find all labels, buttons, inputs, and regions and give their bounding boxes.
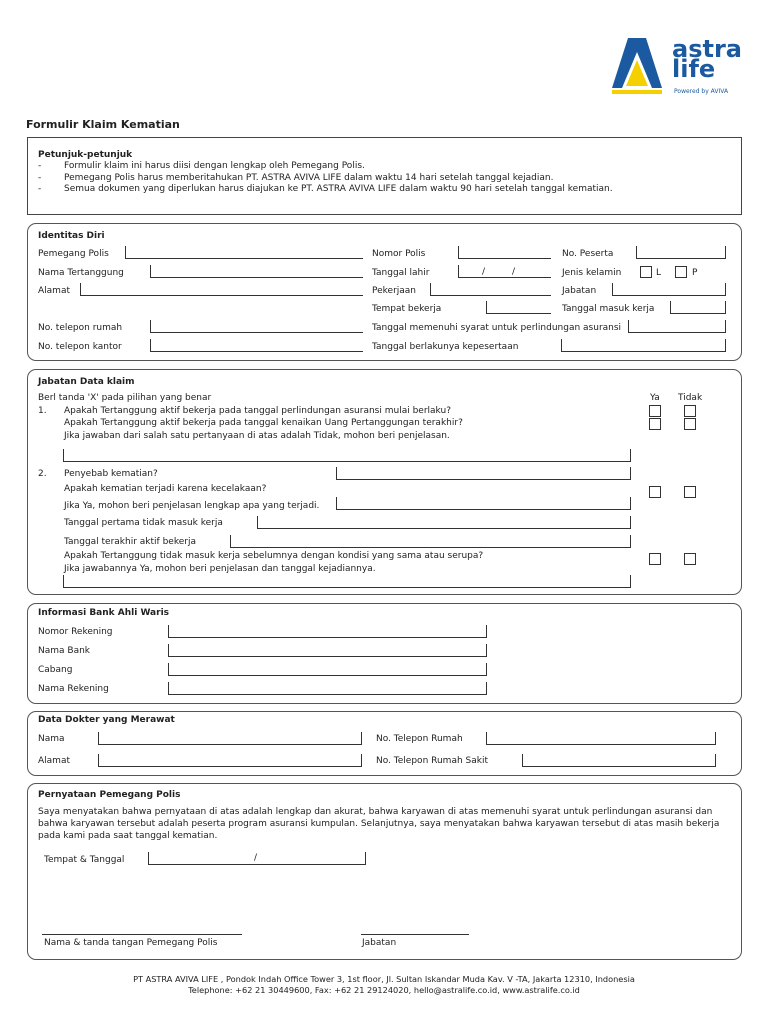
question-number: 1. [38, 406, 47, 416]
gender-l-label: L [656, 268, 662, 278]
form-title: Formulir Klaim Kematian [26, 118, 180, 131]
footer-contact: Telephone: +62 21 30449600, Fax: +62 21 29124020, hello@astralife.co.id, www.astralife.co.id [188, 985, 580, 995]
question-1a: Apakah Tertanggung aktif bekerja pada tanggal perlindungan asuransi mulai berlaku? [64, 406, 451, 416]
q1a-tidak-checkbox[interactable] [684, 405, 696, 417]
question-2e: Apakah Tertanggung tidak masuk kerja sebelumnya dengan kondisi yang sama atau serupa? [64, 551, 484, 561]
astra-a-logo-icon [612, 38, 662, 96]
statement-text: bahwa karyawan tersebut adalah peserta program asuransi kumpulan. Selanjutnya, saya menyatakan bahwa karyawan tersebut di atas masih bekerja [38, 819, 720, 829]
question-2b: Jika Ya, mohon beri penjelasan lengkap apa yang terjadi. [64, 501, 320, 511]
question-2f: Jika jawabannya Ya, mohon beri penjelasan dan tanggal kejadiannya. [64, 564, 376, 574]
q1-explanation-field[interactable] [63, 449, 631, 462]
jabatan-line[interactable] [361, 934, 469, 935]
signature-line[interactable] [42, 934, 242, 935]
label-pekerjaan: Pekerjaan [372, 286, 417, 296]
q2e-ya-checkbox[interactable] [649, 553, 661, 565]
date-separator: / [482, 267, 486, 277]
nama-tertanggung-field[interactable] [150, 265, 363, 278]
cabang-field[interactable] [168, 663, 487, 676]
gender-p-checkbox[interactable] [675, 266, 687, 278]
label-nama-bank: Nama Bank [38, 646, 90, 656]
tanggal-lahir-field[interactable] [458, 265, 551, 278]
statement-text: Saya menyatakan bahwa pernyataan di atas adalah lengkap dan akurat, bahwa karyawan di atas memenuhi syarat untuk perlindungan asuransi dan [38, 807, 713, 817]
instruction-item: Semua dokumen yang diperlukan harus diajukan ke PT. ASTRA AVIVA LIFE dalam waktu 90 hari setelah tanggal kematian. [64, 184, 613, 194]
pekerjaan-field[interactable] [430, 283, 551, 296]
ya-column-header: Ya [650, 393, 660, 403]
logo-text-life: life [672, 55, 716, 83]
footer-address: PT ASTRA AVIVA LIFE , Pondok Indah Office Tower 3, 1st floor, Jl. Sultan Iskandar Muda Kav. V -TA, Jakarta 12310, Indonesia [133, 974, 635, 984]
bullet-dash: - [38, 184, 42, 194]
doctor-telepon-rumah-field[interactable] [486, 732, 716, 745]
label-tempat-tanggal: Tempat & Tanggal [44, 855, 125, 865]
company-logo [612, 35, 747, 100]
identity-title: Identitas Diri [38, 231, 105, 241]
tanggal-pertama-tidak-masuk-field[interactable] [257, 516, 631, 529]
question-1c: Jika jawaban dari salah satu pertanyaan di atas adalah Tidak, mohon beri penjelasan. [64, 431, 450, 441]
label-no-peserta: No. Peserta [562, 249, 614, 259]
label-tanggal-berlaku: Tanggal berlakunya kepesertaan [372, 342, 519, 352]
label-jenis-kelamin: Jenis kelamin [562, 268, 622, 278]
alamat-field[interactable] [80, 283, 363, 296]
label-doctor-telepon-rumah: No. Telepon Rumah [376, 734, 463, 744]
doctor-title: Data Dokter yang Merawat [38, 715, 175, 725]
instruction-item: Pemegang Polis harus memberitahukan PT. ASTRA AVIVA LIFE dalam waktu 14 hari setelah tanggal kejadian. [64, 173, 554, 183]
gender-l-checkbox[interactable] [640, 266, 652, 278]
q1b-tidak-checkbox[interactable] [684, 418, 696, 430]
q2a-tidak-checkbox[interactable] [684, 486, 696, 498]
nomor-rekening-field[interactable] [168, 625, 487, 638]
penyebab-kematian-field[interactable] [336, 467, 631, 480]
bank-title: Informasi Bank Ahli Waris [38, 608, 170, 618]
label-tempat-bekerja: Tempat bekerja [372, 304, 442, 314]
q2a-ya-checkbox[interactable] [649, 486, 661, 498]
question-1b: Apakah Tertanggung aktif bekerja pada tanggal kenaikan Uang Pertanggungan terakhir? [64, 418, 463, 428]
statement-text: pada kami pada saat tanggal kematian. [38, 831, 218, 841]
tanggal-terakhir-aktif-field[interactable] [230, 535, 631, 548]
label-nomor-polis: Nomor Polis [372, 249, 426, 259]
doctor-alamat-field[interactable] [98, 754, 362, 767]
telepon-rumah-field[interactable] [150, 320, 363, 333]
q1a-ya-checkbox[interactable] [649, 405, 661, 417]
label-signature: Nama & tanda tangan Pemegang Polis [44, 938, 218, 948]
label-nama-tertanggung: Nama Tertanggung [38, 268, 124, 278]
question-2a: Apakah kematian terjadi karena kecelakaan? [64, 484, 267, 494]
label-nomor-rekening: Nomor Rekening [38, 627, 113, 637]
date-separator: / [254, 853, 258, 863]
tidak-column-header: Tidak [678, 393, 703, 403]
tempat-bekerja-field[interactable] [486, 301, 551, 314]
label-alamat: Alamat [38, 286, 70, 296]
bullet-dash: - [38, 161, 42, 171]
q1b-ya-checkbox[interactable] [649, 418, 661, 430]
question-number: 2. [38, 469, 47, 479]
label-tanggal-lahir: Tanggal lahir [372, 268, 430, 278]
claim-instruction: Berl tanda 'X' pada pilihan yang benar [38, 393, 212, 403]
label-cabang: Cabang [38, 665, 73, 675]
label-doctor-alamat: Alamat [38, 756, 70, 766]
label-telepon-kantor: No. telepon kantor [38, 342, 122, 352]
question-2: Penyebab kematian? [64, 469, 158, 479]
q2e-tidak-checkbox[interactable] [684, 553, 696, 565]
label-doctor-telepon-rs: No. Telepon Rumah Sakit [376, 756, 488, 766]
instruction-item: Formulir klaim ini harus diisi dengan lengkap oleh Pemegang Polis. [64, 161, 365, 171]
claim-title: Jabatan Data klaim [38, 377, 135, 387]
label-pemegang-polis: Pemegang Polis [38, 249, 109, 259]
nomor-polis-field[interactable] [458, 246, 551, 259]
q2e-explanation-field[interactable] [63, 575, 631, 588]
instructions-title: Petunjuk-petunjuk [38, 150, 133, 160]
nama-rekening-field[interactable] [168, 682, 487, 695]
telepon-kantor-field[interactable] [150, 339, 363, 352]
date-separator: / [512, 267, 516, 277]
doctor-nama-field[interactable] [98, 732, 362, 745]
no-peserta-field[interactable] [636, 246, 726, 259]
pemegang-polis-field[interactable] [125, 246, 363, 259]
logo-text-astra: astra [672, 35, 742, 63]
bullet-dash: - [38, 173, 42, 183]
tanggal-syarat-field[interactable] [628, 320, 726, 333]
label-telepon-rumah: No. telepon rumah [38, 323, 123, 333]
label-jabatan: Jabatan [562, 286, 597, 296]
gender-p-label: P [692, 268, 698, 278]
label-tanggal-syarat: Tanggal memenuhi syarat untuk perlindungan asuransi [372, 323, 622, 333]
label-nama-rekening: Nama Rekening [38, 684, 109, 694]
doctor-telepon-rs-field[interactable] [522, 754, 716, 767]
tanggal-masuk-kerja-field[interactable] [670, 301, 726, 314]
question-2c: Tanggal pertama tidak masuk kerja [64, 518, 223, 528]
logo-tagline: Powered by AVIVA [674, 88, 729, 95]
label-doctor-nama: Nama [38, 734, 65, 744]
nama-bank-field[interactable] [168, 644, 487, 657]
question-2d: Tanggal terakhir aktif bekerja [64, 537, 196, 547]
label-statement-jabatan: Jabatan [362, 938, 397, 948]
jabatan-field[interactable] [612, 283, 726, 296]
tanggal-berlaku-field[interactable] [561, 339, 726, 352]
kecelakaan-explanation-field[interactable] [336, 497, 631, 510]
statement-title: Pernyataan Pemegang Polis [38, 790, 181, 800]
label-tanggal-masuk-kerja: Tanggal masuk kerja [562, 304, 655, 314]
